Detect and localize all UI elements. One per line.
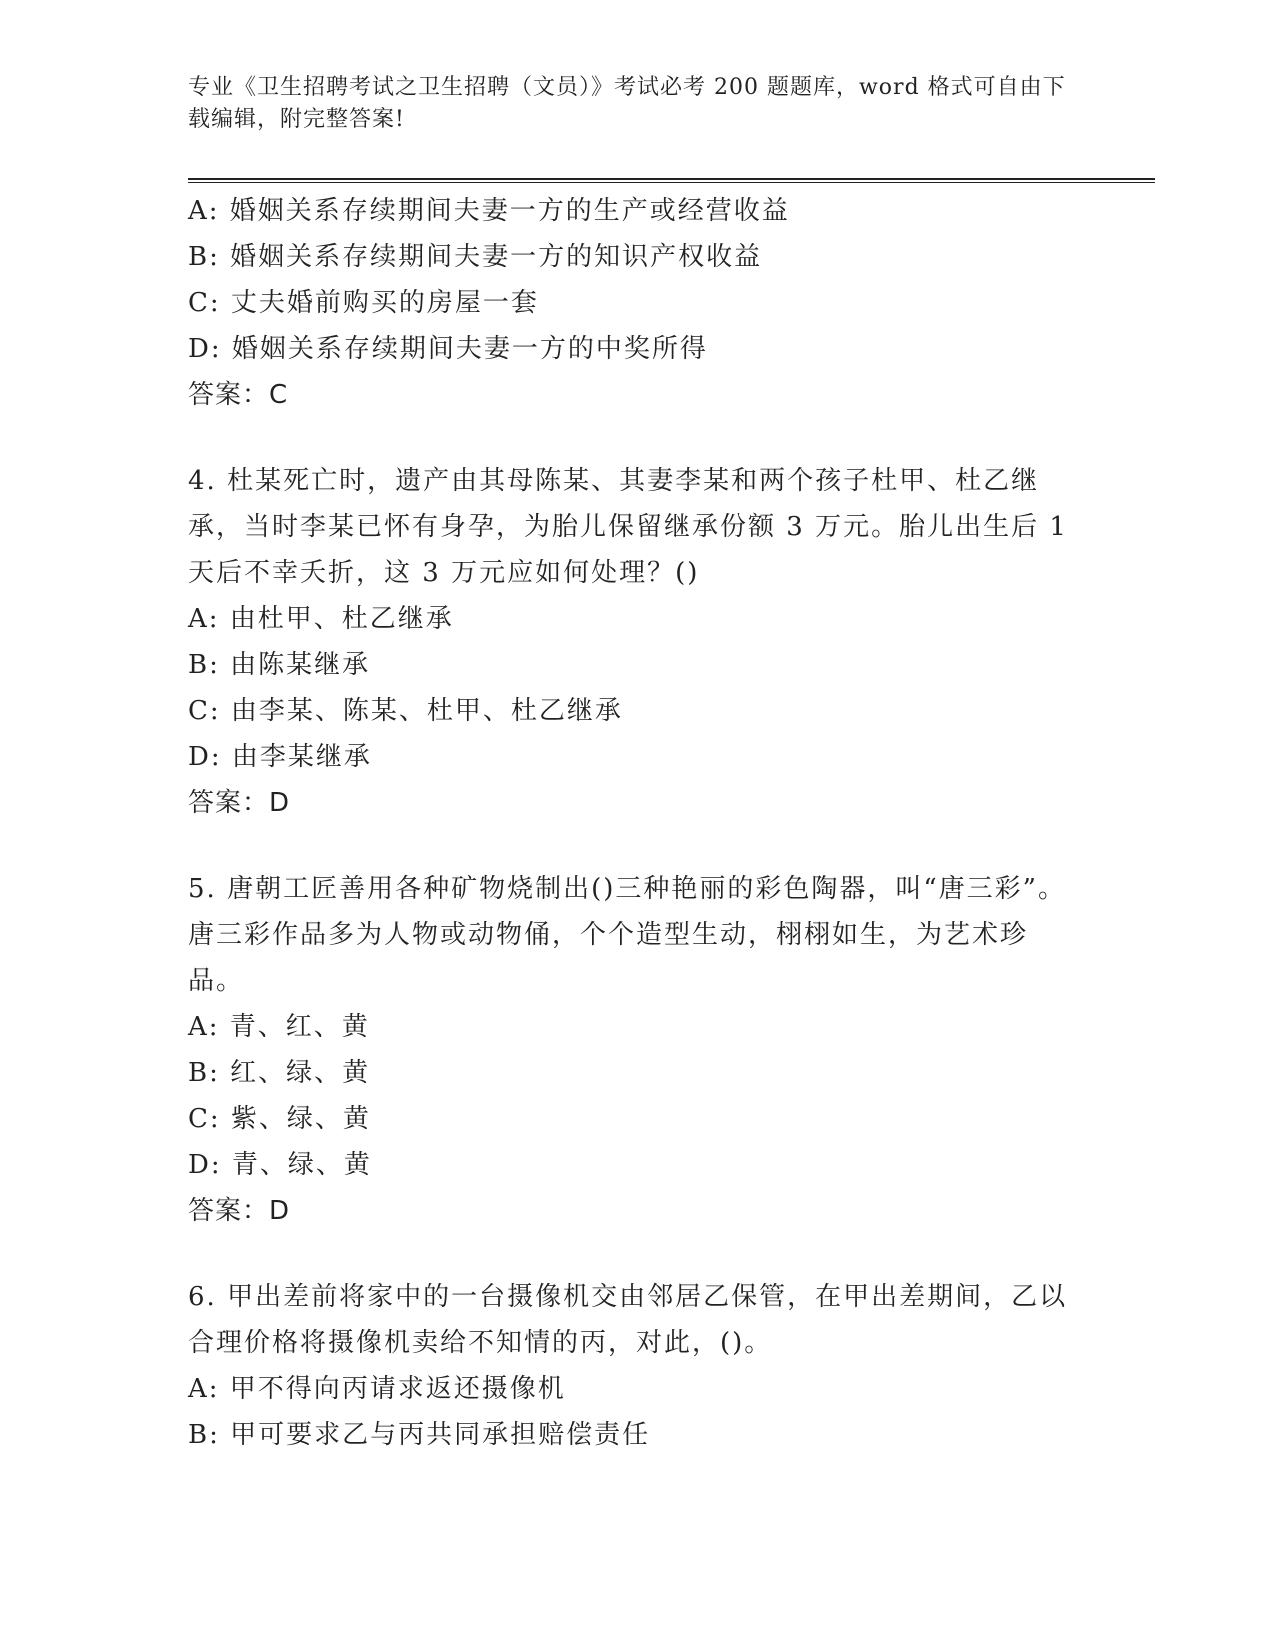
option-c: C: 紫、绿、黄 [188, 1104, 371, 1134]
question-text: 6. 甲出差前将家中的一台摄像机交由邻居乙保管，在甲出差期间，乙以合理价格将摄像机卖给不知情的丙，对此，()。 [188, 1282, 1068, 1358]
option-a: A: 由杜甲、杜乙继承 [188, 604, 454, 634]
option-c: C: 由李某、陈某、杜甲、杜乙继承 [188, 696, 623, 726]
answer-line: 答案：C [188, 380, 289, 410]
option-a: A: 甲不得向丙请求返还摄像机 [188, 1374, 566, 1404]
answer-line: 答案：D [188, 788, 291, 818]
question-block [188, 866, 1068, 1234]
option-d: D: 由李某继承 [188, 742, 372, 772]
answer-line: 答案：D [188, 1196, 291, 1226]
option-b: B: 红、绿、黄 [188, 1058, 371, 1088]
option-a: A: 婚姻关系存续期间夫妻一方的生产或经营收益 [188, 196, 790, 226]
option-c: C: 丈夫婚前购买的房屋一套 [188, 288, 539, 318]
question-text: 4. 杜某死亡时，遗产由其母陈某、其妻李某和两个孩子杜甲、杜乙继承，当时李某已怀有身孕，为胎儿保留继承份额 3 万元。胎儿出生后 1 天后不幸夭折，这 3 万元应如何处理？() [188, 466, 1068, 588]
option-b: B: 由陈某继承 [188, 650, 371, 680]
option-d: D: 婚姻关系存续期间夫妻一方的中奖所得 [188, 334, 708, 364]
question-block [188, 1274, 1068, 1458]
option-a: A: 青、红、黄 [188, 1012, 370, 1042]
option-d: D: 青、绿、黄 [188, 1150, 372, 1180]
header-divider [188, 178, 1155, 183]
question-text: 5. 唐朝工匠善用各种矿物烧制出()三种艳丽的彩色陶器，叫“唐三彩”。唐三彩作品多为人物或动物俑，个个造型生动，栩栩如生，为艺术珍品。 [188, 874, 1066, 996]
question-block [188, 188, 1068, 418]
document-header: 专业《卫生招聘考试之卫生招聘（文员）》考试必考 200 题题库，word 格式可自由下载编辑，附完整答案! [188, 75, 1066, 132]
question-block [188, 458, 1068, 826]
option-b: B: 甲可要求乙与丙共同承担赔偿责任 [188, 1420, 651, 1450]
option-b: B: 婚姻关系存续期间夫妻一方的知识产权收益 [188, 242, 763, 272]
question-list [188, 188, 1068, 1458]
